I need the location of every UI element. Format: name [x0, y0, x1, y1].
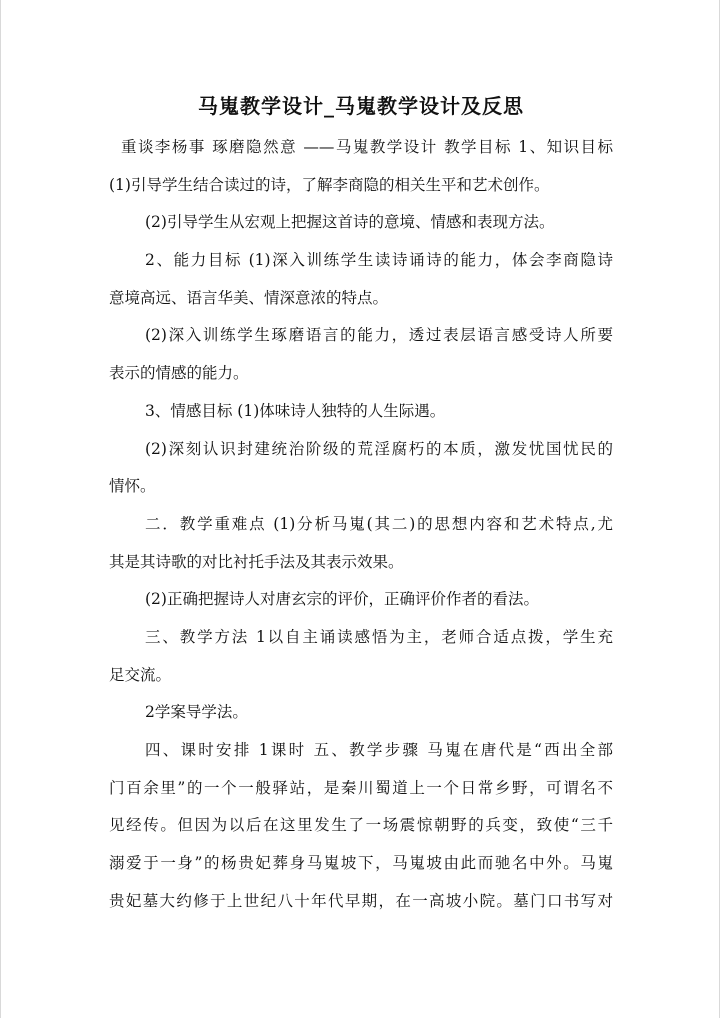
document-title: 马嵬教学设计_马嵬教学设计及反思 — [198, 94, 524, 118]
paragraph-line: 2、能力目标 (1)深入训练学生读诗诵诗的能力，体会李商隐诗 — [145, 251, 613, 270]
paragraph-line: 重谈李杨事 琢磨隐然意 ——马嵬教学设计 教学目标 1、知识目标 — [121, 138, 613, 156]
document-body — [109, 129, 613, 920]
paragraph-line: 意境高远、语言华美、情深意浓的特点。 — [109, 288, 389, 307]
paragraph-line: 表示的情感的能力。 — [109, 364, 249, 383]
paragraph-line: 2学案导学法。 — [145, 703, 248, 722]
paragraph-line: 情怀。 — [109, 477, 156, 496]
paragraph-line: 溺爱于一身”的杨贵妃葬身马嵬坡下，马嵬坡由此而驰名中外。马嵬 — [109, 854, 613, 873]
paragraph-line: (2)引导学生从宏观上把握这首诗的意境、情感和表现方法。 — [145, 213, 555, 232]
paragraph-line: 二．教学重难点 (1)分析马嵬(其二)的思想内容和艺术特点,尤 — [145, 514, 613, 533]
paragraph-line: 3、情感目标 (1)体味诗人独特的人生际遇。 — [145, 401, 446, 420]
paragraph-line: 其是其诗歌的对比衬托手法及其表示效果。 — [109, 552, 404, 571]
paragraph-line: (2)深入训练学生琢磨语言的能力，透过表层语言感受诗人所要 — [145, 326, 613, 345]
paragraph-line: 足交流。 — [109, 665, 172, 684]
paragraph-line: (2)正确把握诗人对唐玄宗的评价，正确评价作者的看法。 — [145, 590, 539, 609]
paragraph-line: (2)深刻认识封建统治阶级的荒淫腐朽的本质，激发忧国忧民的 — [145, 439, 613, 458]
paragraph-line: 三、教学方法 1以自主诵读感悟为主，老师合适点拨，学生充 — [145, 627, 613, 646]
paragraph-line: 四、课时安排 1课时 五、教学步骤 马嵬在唐代是“西出全部 — [145, 741, 613, 759]
paragraph-line: 门百余里”的一个一般驿站，是秦川蜀道上一个日常乡野，可谓名不 — [109, 778, 613, 797]
paragraph-line: 贵妃墓大约修于上世纪八十年代早期，在一高坡小院。墓门口书写对 — [109, 891, 613, 910]
paragraph-line: (1)引导学生结合读过的诗，了解李商隐的相关生平和艺术创作。 — [109, 175, 550, 194]
paragraph-line: 见经传。但因为以后在这里发生了一场震惊朝野的兵变，致使“三千 — [109, 816, 613, 835]
